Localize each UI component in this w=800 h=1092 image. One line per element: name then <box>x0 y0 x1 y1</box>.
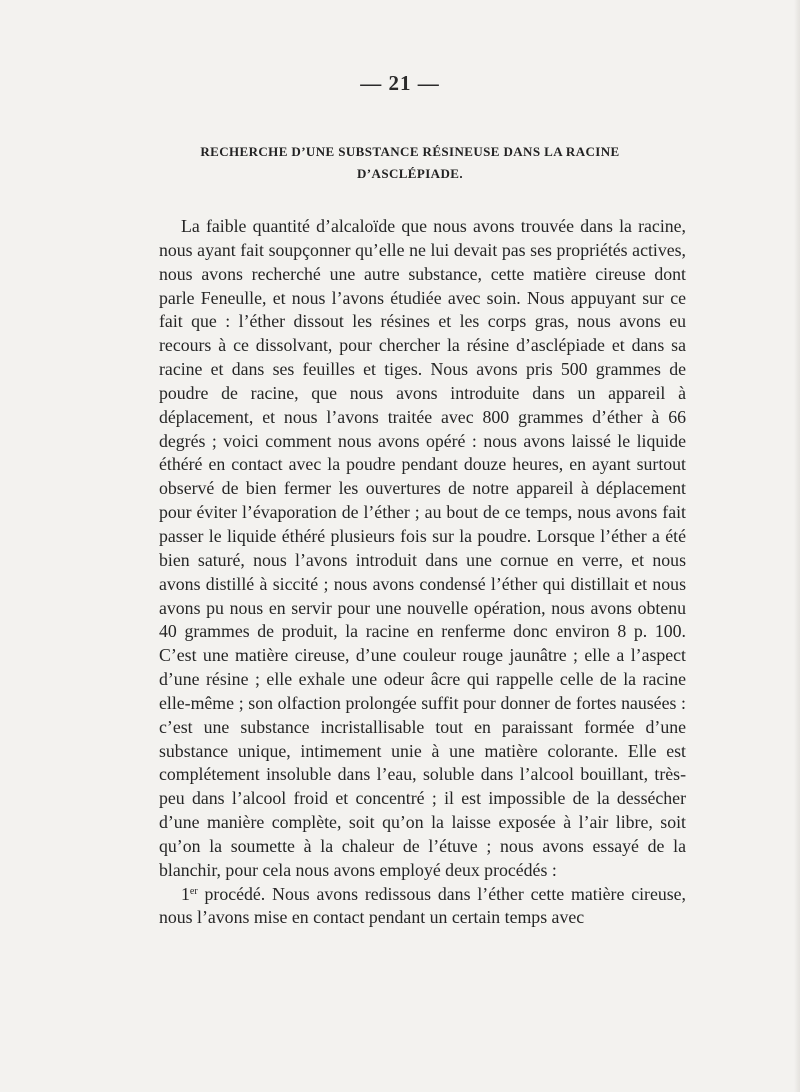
paragraph-2-superscript: er <box>189 885 198 897</box>
paragraph-2 <box>159 883 686 931</box>
section-heading <box>200 141 620 185</box>
page-number: — 21 — <box>360 71 440 95</box>
section-heading-line-1: RECHERCHE D’UNE SUBSTANCE RÉSINEUSE DANS LA RACINE <box>200 144 620 159</box>
paragraph-2-ordinal: 1 <box>181 883 190 904</box>
paragraph-2-text: procédé. Nous avons redissous dans l’éther cette matière cireuse, nous l’avons mise en contact pendant un certain temps avec <box>159 883 686 928</box>
section-heading-line-2: D’ASCLÉPIADE. <box>357 166 463 181</box>
page-edge-shading <box>794 0 800 1092</box>
body-text <box>159 215 686 930</box>
paragraph-1: La faible quantité d’alcaloïde que nous avons trouvée dans la racine, nous ayant fait soupçonner qu’elle ne lui devait pas ses propriétés actives, nous avons recherché une autre substance, cette matière cireuse dont parle Feneulle, et nous l’avons étudiée avec soin. Nous appuyant sur ce fait que : l’éther dissout les résines et les corps gras, nous avons eu recours à ce dissolvant, pour chercher la résine d’asclépiade et dans sa racine et dans ses feuilles et tiges. Nous avons pris 500 grammes de poudre de racine, que nous avons introduite dans un appareil à déplacement, et nous l’avons traitée avec 800 grammes d’éther à 66 degrés ; voici comment nous avons opéré : nous avons laissé le liquide éthéré en contact avec la poudre pendant douze heures, en ayant surtout observé de bien fermer les ouvertures de notre appareil à déplacement pour éviter l’évaporation de l’éther ; au bout de ce temps, nous avons fait passer le liquide éthéré plusieurs fois sur la poudre. Lorsque l’éther a été bien saturé, nous l’avons introduit dans une cornue en verre, et nous avons distillé à siccité ; nous avons condensé l’éther qui distillait et nous avons pu nous en servir pour une nouvelle opération, nous avons obtenu 40 grammes de produit, la racine en renferme donc environ 8 p. 100. C’est une matière cireuse, d’une couleur rouge jaunâtre ; elle a l’aspect d’une résine ; elle exhale une odeur âcre qui rappelle celle de la racine elle-même ; son olfaction prolongée suffit pour donner de fortes nausées : c’est une substance incristallisable tout en paraissant formée d’une substance unique, intimement unie à une matière colorante. Elle est complétement insoluble dans l’eau, soluble dans l’alcool bouillant, très-peu dans l’alcool froid et concentré ; il est impossible de la dessécher d’une manière complète, soit qu’on la laisse exposée à l’air libre, soit qu’on la soumette à la chaleur de l’étuve ; nous avons essayé de la blanchir, pour cela nous avons employé deux procédés : <box>159 216 686 880</box>
